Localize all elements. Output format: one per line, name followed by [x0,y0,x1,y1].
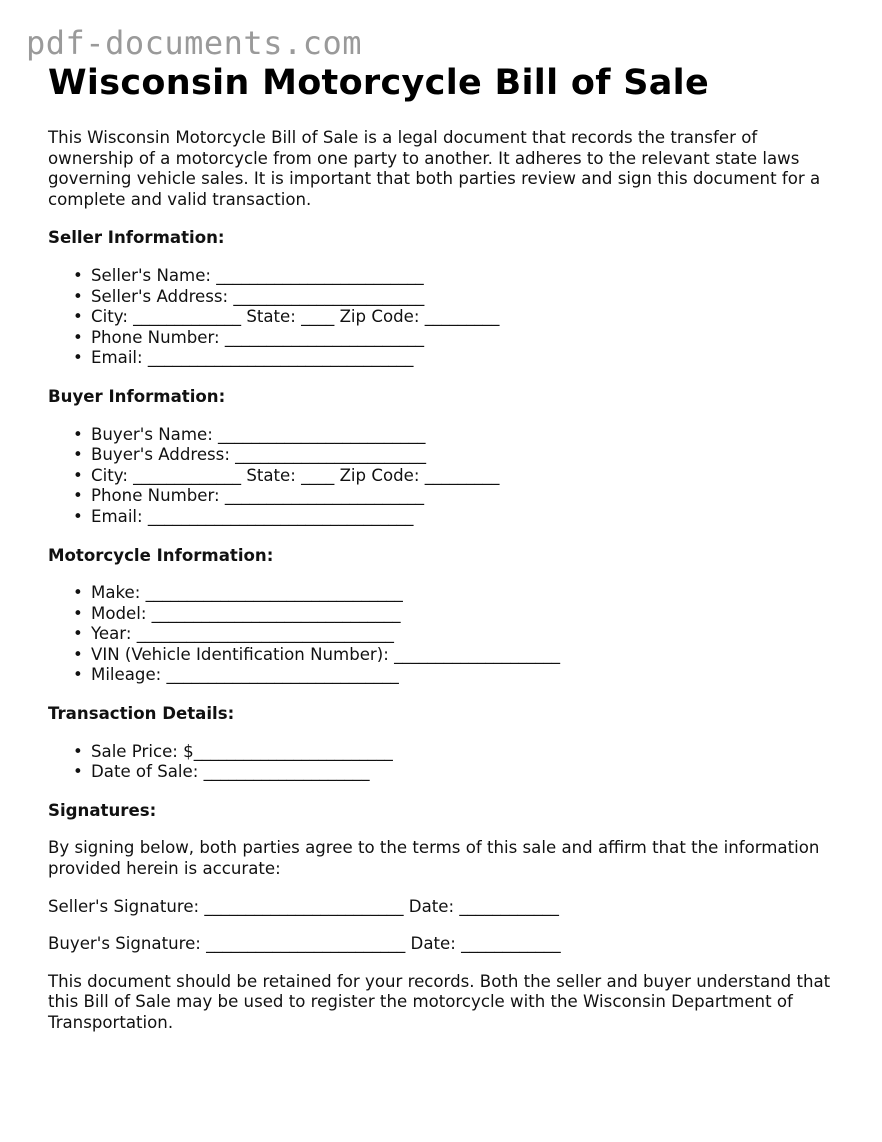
watermark: pdf-documents.com [26,24,363,62]
sale-price-field: • Sale Price: $________________________ [73,742,848,763]
seller-heading: Seller Information: [48,228,225,248]
vin-field: • VIN (Vehicle Identification Number): ____________________ [73,645,848,666]
year-field: • Year: _______________________________ [73,624,848,645]
seller-signature-line: Seller's Signature: ________________________ Date: ____________ [48,896,559,916]
motorcycle-heading: Motorcycle Information: [48,545,274,565]
mileage-field: • Mileage: ____________________________ [73,665,848,686]
make-field: • Make: _______________________________ [73,583,848,604]
buyer-city-state-zip-field: • City: _____________ State: ____ Zip Code: _________ [73,466,848,487]
model-field: • Model: ______________________________ [73,604,848,625]
signatures-intro: By signing below, both parties agree to the terms of this sale and affirm that the information provided herein is accurate: [48,838,820,879]
seller-phone-field: • Phone Number: ________________________ [73,328,848,349]
date-of-sale-field: • Date of Sale: ____________________ [73,762,848,783]
signatures-heading: Signatures: [48,800,157,820]
buyer-phone-field: • Phone Number: ________________________ [73,486,848,507]
seller-name-field: • Seller's Name: _________________________ [73,266,848,287]
buyer-email-field: • Email: ________________________________ [73,507,848,528]
buyer-signature-line: Buyer's Signature: ________________________ Date: ____________ [48,934,561,954]
closing-paragraph: This document should be retained for your records. Both the seller and buyer understand that this Bill of Sale may be used to register the motorcycle with the Wisconsin Department of Transportation. [48,971,831,1032]
motorcycle-list [48,583,848,686]
buyer-name-field: • Buyer's Name: _________________________ [73,425,848,446]
seller-list [48,266,848,369]
seller-city-state-zip-field: • City: _____________ State: ____ Zip Code: _________ [73,307,848,328]
document-title: Wisconsin Motorcycle Bill of Sale [48,63,709,103]
document-page [48,62,848,1034]
transaction-heading: Transaction Details: [48,704,235,724]
seller-email-field: • Email: ________________________________ [73,348,848,369]
intro-paragraph: This Wisconsin Motorcycle Bill of Sale is a legal document that records the transfer of ownership of a motorcycle from one party to another. It adheres to the relevant state laws governing vehicle sales. It is important that both parties review and sign this document for a complete and valid transaction. [48,128,821,209]
seller-address-field: • Seller's Address: _______________________ [73,287,848,308]
buyer-address-field: • Buyer's Address: _______________________ [73,445,848,466]
buyer-list [48,425,848,528]
buyer-heading: Buyer Information: [48,386,226,406]
transaction-list [48,742,848,783]
